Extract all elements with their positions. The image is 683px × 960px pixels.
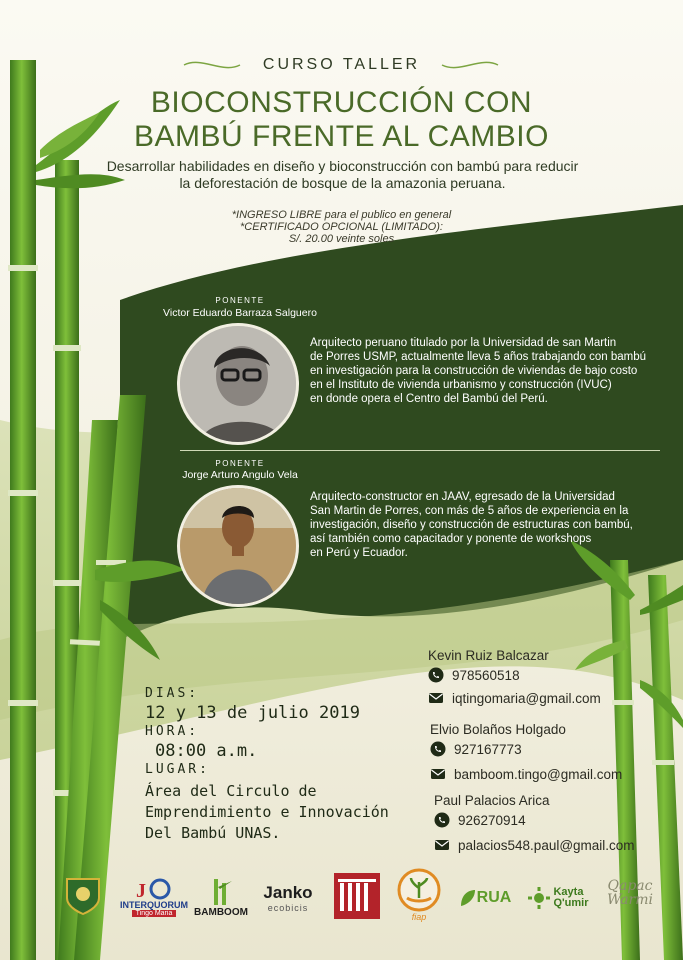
interquorum-logo xyxy=(112,872,196,922)
subtitle-line-1: Desarrollar habilidades en diseño y bioconstrucción con bambú para reducir xyxy=(106,158,579,174)
speaker-1-bio xyxy=(310,336,670,406)
qapac-warmi-logo xyxy=(598,868,662,918)
contact-email-row[interactable] xyxy=(428,690,678,706)
contact-email-row[interactable] xyxy=(434,837,679,853)
hands-plant-icon xyxy=(397,868,441,912)
rua-text: RUA xyxy=(476,889,512,906)
interquorum-mark-icon xyxy=(134,878,174,900)
speaker-2-bio-line: San Martin de Porres, con más de 5 años de experiencia en la xyxy=(310,505,629,517)
whatsapp-icon xyxy=(430,741,446,757)
speaker-2-bio-line: investigación, diseño y construcción de estructuras con bambú, xyxy=(310,519,633,531)
note-certificate: *CERTIFICADO OPCIONAL (LIMITADO): xyxy=(240,221,443,233)
lugar-line-2: Emprendimiento e Innovación xyxy=(145,803,389,821)
contact-phone: 978560518 xyxy=(452,667,520,683)
lugar-line-3: Del Bambú UNAS. xyxy=(145,824,281,842)
interquorum-sub: Tingo Maria xyxy=(132,910,177,917)
envelope-icon xyxy=(430,766,446,782)
qapac-text: Qapac xyxy=(607,878,653,894)
interquorum-text: INTERQUORUM xyxy=(120,899,188,910)
contact-phone-row[interactable] xyxy=(430,741,680,757)
sun-flower-icon xyxy=(527,886,551,910)
kayta-logo xyxy=(518,880,598,916)
dias-value: 12 y 13 de julio 2019 xyxy=(145,703,360,723)
kayta-sub: Q'umir xyxy=(553,897,589,909)
qapac-sub: Warmi xyxy=(607,892,653,908)
bamboo-icon xyxy=(206,877,236,907)
contact-block-1 xyxy=(428,648,678,706)
lugar-line-1: Área del Circulo de xyxy=(145,782,317,800)
dias-label: DIAS: xyxy=(145,686,200,701)
note-price: S/. 20.00 veinte soles xyxy=(288,233,395,245)
speaker-2-portrait-icon xyxy=(180,488,296,604)
contact-email-row[interactable] xyxy=(430,766,680,782)
title-line-1: BIOCONSTRUCCIÓN CON xyxy=(150,86,533,119)
contact-block-2 xyxy=(430,722,680,782)
whatsapp-icon xyxy=(428,667,444,683)
shield-icon xyxy=(64,876,102,916)
subtitle-line-2: la deforestación de bosque de la amazonia peruana. xyxy=(179,175,506,191)
contact-email: palacios548.paul@gmail.com xyxy=(458,837,635,853)
contact-email: bamboom.tingo@gmail.com xyxy=(454,766,623,782)
bamboom-text: BAMBOOM xyxy=(194,906,248,918)
unas-shield-logo xyxy=(64,876,102,916)
fiap-logo xyxy=(391,866,447,924)
speaker-2-bio-line: en Perú y Ecuador. xyxy=(310,547,408,559)
envelope-icon xyxy=(428,690,444,706)
contact-name: Elvio Bolaños Holgado xyxy=(430,722,566,737)
title-line-2: BAMBÚ FRENTE AL CAMBIO xyxy=(134,120,549,153)
institute-building-icon xyxy=(334,873,380,919)
contact-email: iqtingomaria@gmail.com xyxy=(452,690,601,706)
note-free-entry: *INGRESO LIBRE para el publico en general xyxy=(231,209,452,221)
speaker-1-portrait-icon xyxy=(180,326,296,442)
fiap-text: fiap xyxy=(411,912,427,922)
speaker-divider xyxy=(180,450,660,451)
hora-label: HORA: xyxy=(145,724,200,739)
speaker-2-name: Jorge Arturo Angulo Vela xyxy=(182,469,298,481)
envelope-icon xyxy=(434,837,450,853)
leaf-icon xyxy=(459,888,477,908)
contact-name: Kevin Ruiz Balcazar xyxy=(428,648,549,663)
speaker-2-bio-line: Arquitecto-constructor en JAAV, egresado de la Universidad xyxy=(310,491,615,503)
contact-name: Paul Palacios Arica xyxy=(434,793,550,808)
speaker-2-photo xyxy=(177,485,299,607)
speaker-2-tag: PONENTE xyxy=(215,459,265,468)
janko-sub: ecobicis xyxy=(267,903,309,913)
janko-text: Janko xyxy=(263,883,313,902)
speaker-1-name: Victor Eduardo Barraza Salguero xyxy=(163,307,317,319)
ivuc-logo xyxy=(333,872,381,920)
contact-phone: 927167773 xyxy=(454,741,522,757)
course-kicker: CURSO TALLER xyxy=(262,56,421,73)
bamboom-logo xyxy=(192,872,250,922)
speaker-1-bio-line: de Porres USMP, actualmente lleva 5 años trabajando con bambú xyxy=(310,351,647,363)
speaker-1-bio-line: en donde opera el Centro del Bambú del Perú. xyxy=(310,393,548,405)
janko-logo xyxy=(252,880,324,916)
lugar-label: LUGAR: xyxy=(145,762,210,777)
contact-phone-row[interactable] xyxy=(428,667,678,683)
contact-block-3 xyxy=(434,793,679,853)
speaker-2-bio xyxy=(310,490,670,560)
speaker-1-bio-line: en investigación para la construcción de viviendas de bajo costo xyxy=(310,365,638,377)
contact-phone-row[interactable] xyxy=(434,812,679,828)
speaker-1-bio-line: en el Instituto de vivienda urbanismo y construcción (IVUC) xyxy=(310,379,612,391)
rua-logo xyxy=(455,880,515,916)
speaker-2-bio-line: así también como capacitador y ponente de workshops xyxy=(310,533,592,545)
speaker-1-bio-line: Arquitecto peruano titulado por la Universidad de san Martin xyxy=(310,337,617,349)
speaker-1-tag: PONENTE xyxy=(215,296,265,305)
kayta-text: Kayta xyxy=(553,886,584,898)
hora-value: 08:00 a.m. xyxy=(155,741,258,761)
svg-text:J: J xyxy=(136,879,146,900)
whatsapp-icon xyxy=(434,812,450,828)
speaker-1-photo xyxy=(177,323,299,445)
contact-phone: 926270914 xyxy=(458,812,526,828)
